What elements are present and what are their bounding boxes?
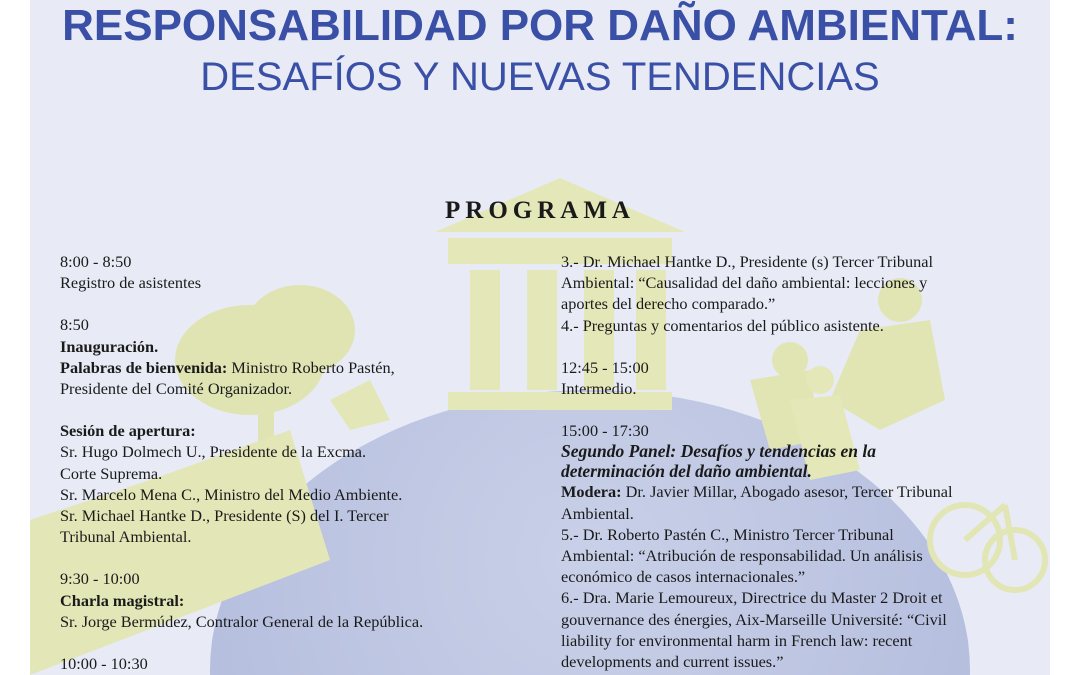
schedule-text: liability for environmental harm in French law: recent bbox=[561, 630, 913, 650]
schedule-label: Modera: bbox=[561, 482, 622, 502]
schedule-time: 8:50 bbox=[60, 315, 89, 335]
schedule-text: Sr. Jorge Bermúdez, Contralor General de la República. bbox=[60, 611, 424, 631]
schedule-heading: Sesión de apertura: bbox=[60, 421, 196, 441]
program-heading: PROGRAMA bbox=[445, 197, 635, 224]
panel-title: Segundo Panel: Desafíos y tendencias en la bbox=[561, 441, 876, 462]
schedule-text: developments and current issues.” bbox=[561, 652, 784, 672]
schedule-text: Tribunal Ambiental. bbox=[60, 527, 192, 547]
schedule-text: Intermedio. bbox=[561, 379, 637, 399]
schedule-text: económico de casos internacionales.” bbox=[561, 567, 806, 587]
schedule-heading: Charla magistral: bbox=[60, 590, 185, 610]
schedule-text: Ambiental: “Atribución de responsabilidad. Un análisis bbox=[561, 546, 923, 566]
schedule-text: Sr. Hugo Dolmech U., Presidente de la Excma. bbox=[60, 442, 367, 462]
schedule-text: Sr. Marcelo Mena C., Ministro del Medio Ambiente. bbox=[60, 484, 403, 504]
schedule-text: 4.- Preguntas y comentarios del público asistente. bbox=[561, 315, 884, 335]
schedule-text: 3.- Dr. Michael Hantke D., Presidente (s) Tercer Tribunal bbox=[561, 252, 934, 271]
schedule-text: Ambiental. bbox=[561, 503, 634, 523]
schedule-time: 15:00 - 17:30 bbox=[561, 421, 649, 441]
schedule-text: Registro de asistentes bbox=[60, 273, 202, 293]
page-title: RESPONSABILIDAD POR DAÑO AMBIENTAL: bbox=[62, 1, 1018, 50]
schedule-text: gouvernance des énergies, Aix-Marseille Université: “Civil bbox=[561, 609, 947, 629]
schedule-text: 6.- Dra. Marie Lemoureux, Directrice du Master 2 Droit et bbox=[561, 588, 943, 608]
schedule-text bbox=[60, 357, 530, 378]
schedule-text: Dr. Javier Millar, Abogado asesor, Tercer Tribunal bbox=[621, 482, 953, 502]
schedule-label: Palabras de bienvenida: bbox=[60, 357, 228, 377]
schedule-text: Ambiental: “Causalidad del daño ambiental: lecciones y bbox=[561, 273, 928, 293]
schedule-heading: Inauguración. bbox=[60, 336, 159, 356]
schedule-text bbox=[561, 481, 1031, 502]
schedule-time: 12:45 - 15:00 bbox=[561, 357, 649, 377]
schedule-time: 9:30 - 10:00 bbox=[60, 569, 140, 589]
schedule-text: Corte Suprema. bbox=[60, 463, 163, 483]
schedule-text: 5.- Dr. Roberto Pastén C., Ministro Tercer Tribunal bbox=[561, 524, 894, 544]
schedule-time: 8:00 - 8:50 bbox=[60, 252, 132, 271]
page-subtitle: DESAFÍOS Y NUEVAS TENDENCIAS bbox=[200, 55, 880, 99]
program-right-column bbox=[561, 251, 1031, 672]
schedule-text: Sr. Michael Hantke D., Presidente (S) del I. Tercer bbox=[60, 506, 389, 526]
schedule-text: aportes del derecho comparado.” bbox=[561, 294, 776, 314]
panel-title: determinación del daño ambiental. bbox=[561, 461, 812, 482]
schedule-time: 10:00 - 10:30 bbox=[60, 654, 148, 674]
schedule-text: Presidente del Comité Organizador. bbox=[60, 379, 293, 399]
schedule-text: Ministro Roberto Pastén, bbox=[227, 357, 395, 377]
program-left-column bbox=[60, 251, 530, 674]
